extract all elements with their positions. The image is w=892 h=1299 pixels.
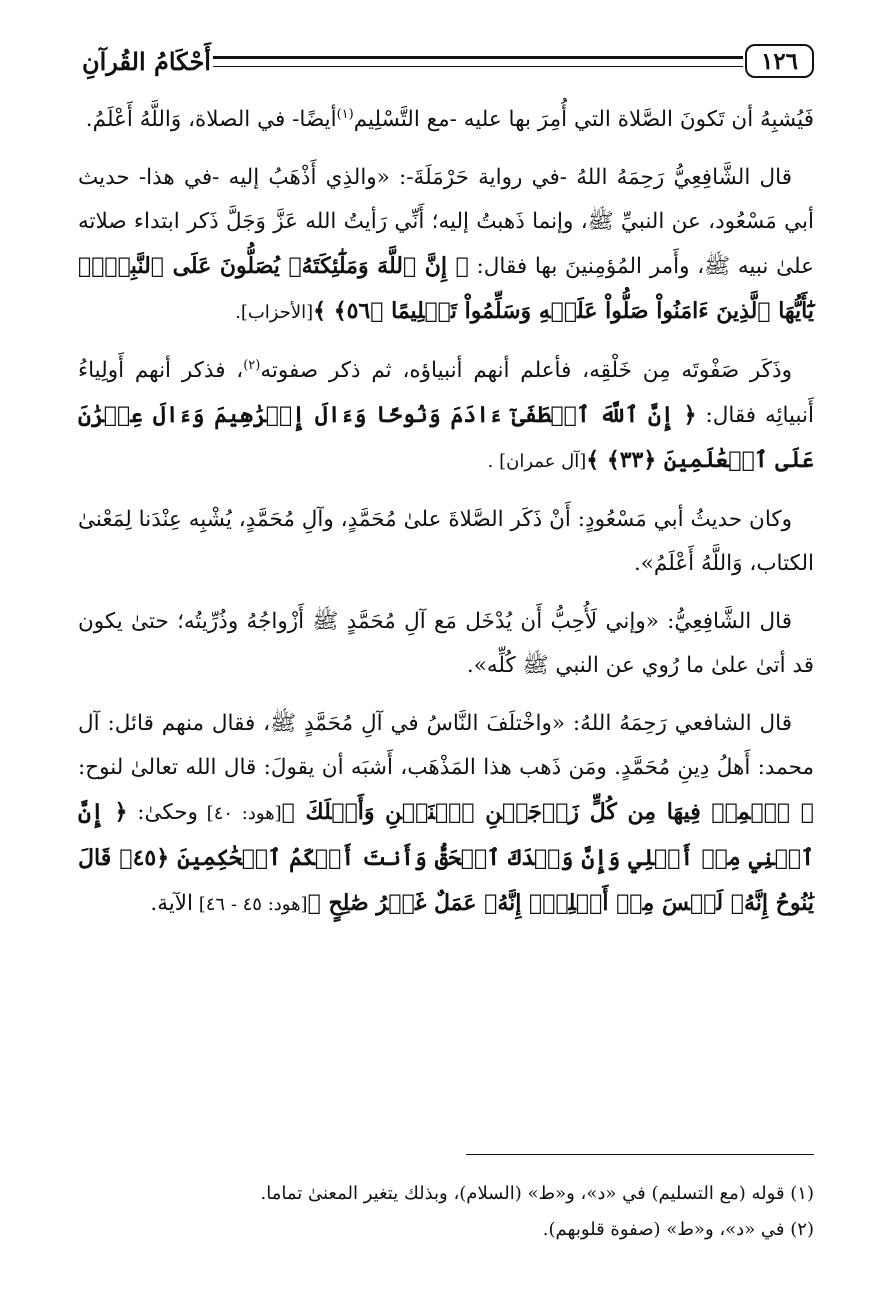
paragraph-text: الآية. <box>150 891 193 916</box>
header-rule <box>213 56 743 67</box>
paragraph-text: قال الشافعي رَحِمَهُ اللهُ: «واخْتلَفَ النَّاسُ في آلِ مُحَمَّدٍ ﷺ، فقال منهم قائل: آل محمد: أَهلُ دِينِ مُحَمَّدٍ. ومَن ذَهب هذا المَذْهَب، أَشبَه أن يقولَ: قال الله تعالىٰ لنوح: <box>78 711 814 780</box>
paragraph-text: وحكىٰ: <box>127 800 198 825</box>
page-header <box>78 36 814 86</box>
paragraph-text: وكان حديثُ أبي مَسْعُودٍ: أَنْ ذَكَر الصَّلاةَ علىٰ مُحَمَّدٍ، وآلِ مُحَمَّدٍ، يُشْبِه عِنْدَنا لِمَعْنىٰ الكتاب، وَاللَّهُ أَعْلَمُ». <box>78 507 814 576</box>
paragraph-text: قال الشَّافِعِيُّ رَحِمَهُ اللهُ -في رواية حَرْمَلَةَ-: «والذِي أَذْهَبُ إليه -في هذا- حديث أبي مَسْعُود، عن النبيِّ ﷺ، وإنما ذَهبتُ إليه؛ أَنِّي رَأيتُ الله عَزَّ وَجَلَّ ذَكر ابتداء صلاته علىٰ نبيه ﷺ، وأَمر المُؤمِنينَ بها فقال: <box>78 165 814 279</box>
book-page <box>78 36 814 1276</box>
running-title: أَحْكَامُ القُرآنِ <box>82 46 211 76</box>
verse-reference: [الأحزاب]. <box>235 302 314 323</box>
footnote-marker: (٢) <box>243 357 261 373</box>
paragraph-text: ، فذكر أنهم أَولِياءُ أَنبيائِه فقال: <box>78 358 814 428</box>
body-text <box>78 98 814 927</box>
paragraph-p2 <box>78 156 814 335</box>
paragraph-text: أيضًا- في الصلاة، وَاللَّهُ أَعْلَمُ. <box>85 107 337 132</box>
paragraph-text: قال الشَّافِعِيُّ: «وإني لَأُحِبُّ أَن يُدْخَل مَع آلِ مُحَمَّدٍ ﷺ أَزْواجُهُ وذُرِّيتُه؛ حتىٰ يكون قد أتىٰ علىٰ ما رُوي عن النبي ﷺ كُلِّه». <box>78 609 814 678</box>
verse-reference: [آل عمران] . <box>487 451 587 472</box>
quran-verse: ﴿ إِنَّ ٱللَّهَ ٱصۡطَفَىٰٓ ءَادَمَ وَنُوحًا وَءَالَ إِبۡرَٰهِيمَ وَءَالَ عِمۡرَٰنَ عَلَى ٱلۡعَٰلَمِينَ ﴿٣٣﴾ ﴾ <box>78 402 814 473</box>
paragraph-p6 <box>78 702 814 927</box>
footnote-fn2: (٢) في «د»، و«ط» (صفوة قلوبهم). <box>542 1219 814 1240</box>
paragraph-p3 <box>78 349 814 484</box>
paragraph-p4 <box>78 498 814 586</box>
paragraph-p1 <box>78 98 814 142</box>
paragraph-text: فَيُشبِهُ أن تَكونَ الصَّلاة التي أُمِرَ بها عليه -مع التَّسْلِيم <box>353 107 814 132</box>
verse-reference: [هود: ٤٥ - ٤٦] <box>193 894 308 915</box>
paragraph-text: وذَكَر صَفْوتَه مِن خَلْقِه، فأعلم أنهم أنبياؤه، ثم ذكر صفوته <box>260 358 792 383</box>
paragraph-p5 <box>78 600 814 688</box>
quran-verse: ﴿ إِنَّ ٱللَّهَ وَمَلَٰٓئِكَتَهُۥ يُصَلُّونَ عَلَى ٱلنَّبِيِّۚ يَٰٓأَيُّهَا ٱلَّذِينَ ءَامَنُواْ صَلُّواْ عَلَيۡهِ وَسَلِّمُواْ تَسۡلِيمًا ﴿٥٦﴾ ﴾ <box>78 253 814 324</box>
footnotes <box>78 1176 814 1248</box>
verse-reference: [هود: ٤٠] <box>197 803 282 824</box>
footnote-fn1: (١) قوله (مع التسليم) في «د»، و«ط» (السلام)، وبذلك يتغير المعنىٰ تماما. <box>260 1183 814 1204</box>
quran-verse: ﴿ إِنَّ ٱبۡنِي مِنۡ أَهۡلِي وَإِنَّ وَعۡدَكَ ٱلۡحَقُّ وَأَنتَ أَحۡكَمُ ٱلۡحَٰكِمِينَ ﴿٤٥﴾ قَالَ يَٰنُوحُ إِنَّهُۥ لَيۡسَ مِنۡ أَهۡلِكَۖ إِنَّهُۥ عَمَلٌ غَيۡرُ صَٰلِحٍ ﴾ <box>78 799 814 916</box>
quran-verse: ﴿ ٱحۡمِلۡ فِيهَا مِن كُلٍّ زَوۡجَيۡنِ ٱثۡنَيۡنِ وَأَهۡلَكَ ﴾ <box>281 799 814 825</box>
footnote-separator <box>466 1154 814 1155</box>
page-number: ١٢٦ <box>745 44 814 78</box>
footnote-marker: (١) <box>336 106 354 122</box>
